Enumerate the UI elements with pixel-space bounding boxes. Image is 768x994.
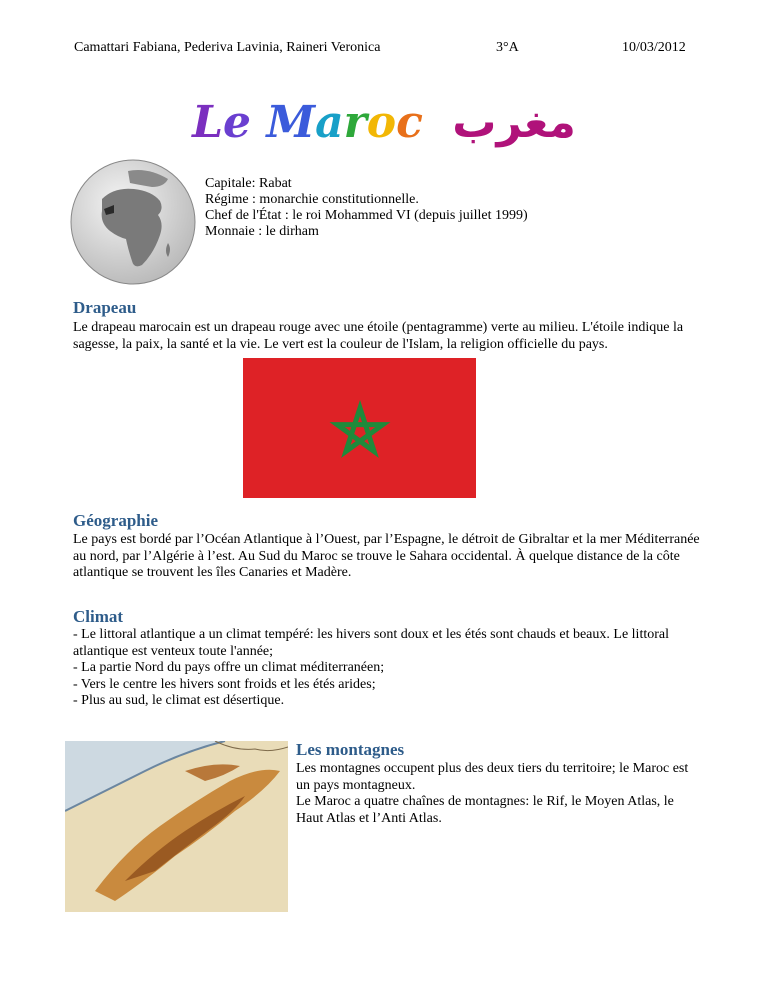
title-letter bbox=[251, 97, 266, 148]
title-letter: o bbox=[366, 97, 397, 148]
text-climat bbox=[73, 627, 703, 710]
morocco-flag-image bbox=[243, 358, 476, 498]
climat-line: - Le littoral atlantique a un climat tempéré: les hivers sont doux et les étés sont chauds et beaux. Le littoral atlantique est venteux toute l'année; bbox=[73, 627, 669, 659]
header-class: 3°A bbox=[496, 40, 519, 55]
title-letter: e bbox=[223, 97, 252, 148]
climat-line: - La partie Nord du pays offre un climat méditerranéen; bbox=[73, 660, 385, 675]
montagnes-line: Le Maroc a quatre chaînes de montagnes: le Rif, le Moyen Atlas, le Haut Atlas et l’Anti Atlas. bbox=[296, 794, 674, 826]
header-authors: Camattari Fabiana, Pederiva Lavinia, Raineri Veronica bbox=[74, 40, 381, 55]
montagnes-line: Les montagnes occupent plus des deux tiers du territoire; le Maroc est un pays montagneux. bbox=[296, 761, 689, 793]
climat-line: - Vers le centre les hivers sont froids et les étés arides; bbox=[73, 676, 376, 692]
page-title bbox=[0, 97, 768, 148]
heading-geographie: Géographie bbox=[73, 511, 158, 530]
info-currency: Monnaie : le dirham bbox=[205, 224, 319, 239]
title-latin bbox=[192, 97, 438, 148]
star-icon bbox=[243, 358, 476, 498]
text-geographie: Le pays est bordé par l’Océan Atlantique à l’Ouest, par l’Espagne, le détroit de Gibraltar et la mer Méditerranée au nord, par l’Algérie à l’est. Au Sud du Maroc se trouve le Sahara occidental. À quelque distance de la côte atlantique se trouvent les îles Canaries et Madère. bbox=[73, 532, 700, 580]
info-regime: Régime : monarchie constitutionnelle. bbox=[205, 192, 419, 207]
text-montagnes bbox=[296, 761, 696, 827]
country-info bbox=[205, 176, 528, 240]
heading-climat: Climat bbox=[73, 607, 124, 626]
title-letter: L bbox=[192, 97, 224, 148]
relief-map-image bbox=[65, 741, 288, 912]
title-arabic: مغرب bbox=[452, 97, 576, 148]
heading-drapeau: Drapeau bbox=[73, 298, 137, 317]
title-letter: a bbox=[315, 97, 344, 148]
heading-montagnes: Les montagnes bbox=[296, 740, 405, 759]
title-letter: r bbox=[343, 97, 367, 148]
text-drapeau: Le drapeau marocain est un drapeau rouge avec une étoile (pentagramme) verte au milieu. L'étoile indique la sagesse, la paix, la santé et la vie. Le vert est la couleur de l'Islam, la religion officielle du pays. bbox=[73, 320, 684, 352]
globe-map-image bbox=[68, 157, 198, 287]
info-capital: Capitale: Rabat bbox=[205, 176, 292, 191]
title-letter: c bbox=[396, 97, 423, 148]
header-date: 10/03/2012 bbox=[622, 40, 686, 55]
climat-line: - Plus au sud, le climat est désertique. bbox=[73, 693, 285, 708]
title-letter: M bbox=[266, 97, 316, 148]
info-head-of-state: Chef de l'État : le roi Mohammed VI (depuis juillet 1999) bbox=[205, 208, 528, 223]
